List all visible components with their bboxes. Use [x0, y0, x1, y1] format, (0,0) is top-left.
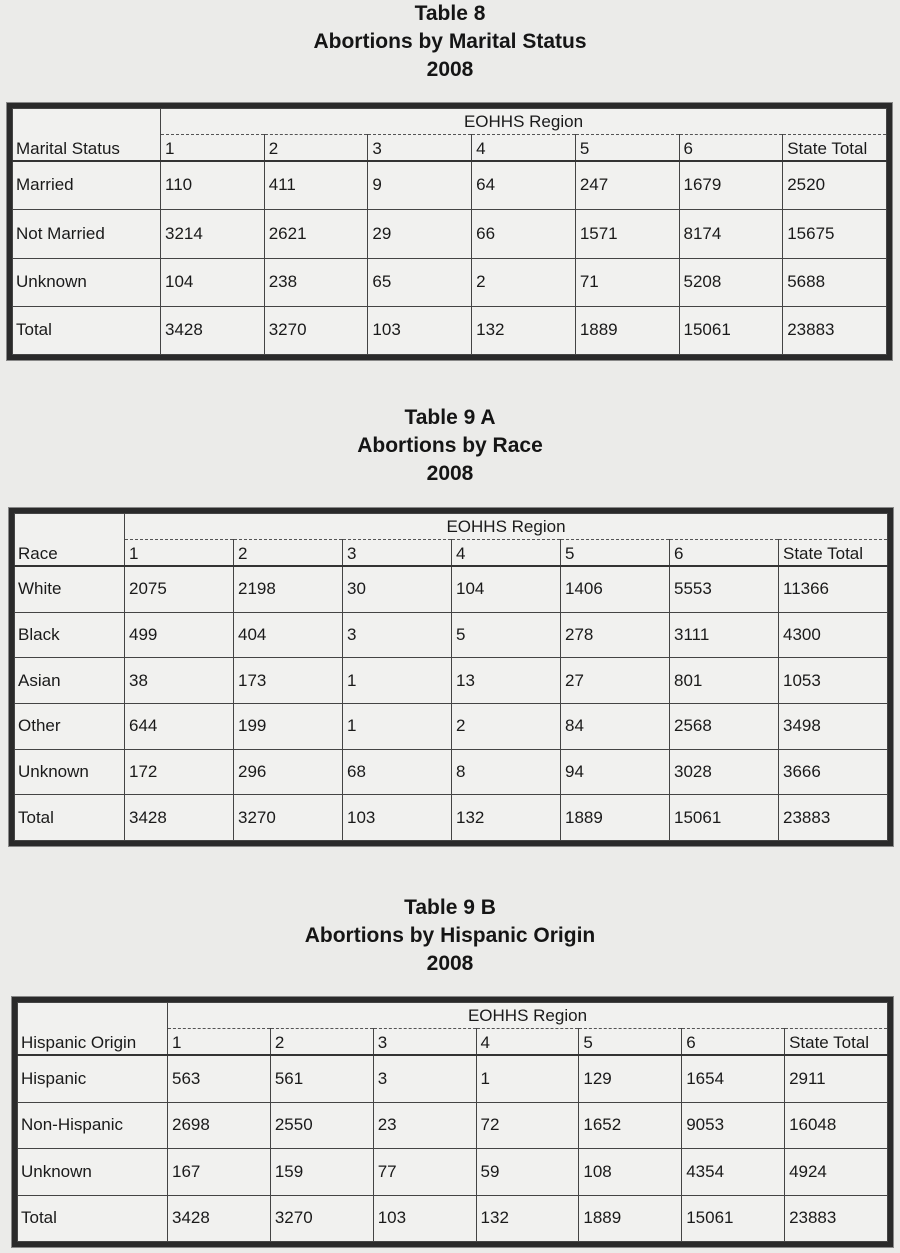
row-label: Total — [13, 306, 161, 354]
table-cell: 1406 — [561, 566, 670, 613]
table-cell: 59 — [476, 1149, 579, 1195]
row-header: Marital Status — [13, 135, 161, 161]
table-cell: 23883 — [783, 306, 887, 354]
table-cell: 1889 — [561, 795, 670, 841]
column-header: 5 — [579, 1029, 682, 1055]
table-cell: 8 — [452, 749, 561, 795]
table-cell: 1 — [343, 704, 452, 750]
table-cell: 644 — [125, 704, 234, 750]
table-cell: 2698 — [168, 1102, 271, 1148]
table-cell: 4300 — [779, 612, 888, 658]
table-cell: 247 — [575, 161, 679, 210]
row-label: Unknown — [13, 258, 161, 306]
row-label: Hispanic — [18, 1055, 168, 1103]
table-cell: 238 — [264, 258, 368, 306]
table-cell: 15061 — [679, 306, 783, 354]
data-table — [17, 1002, 888, 1242]
table-row — [13, 306, 887, 354]
table-cell: 2 — [452, 704, 561, 750]
column-header: 3 — [343, 540, 452, 566]
table-cell: 108 — [579, 1149, 682, 1195]
table-row — [15, 612, 888, 658]
table-cell: 104 — [452, 566, 561, 613]
row-label: Black — [15, 612, 125, 658]
table-cell: 103 — [343, 795, 452, 841]
table-row — [13, 210, 887, 258]
row-label: Total — [15, 795, 125, 841]
table-cell: 2520 — [783, 161, 887, 210]
table-cell: 2568 — [670, 704, 779, 750]
table-cell: 9053 — [682, 1102, 785, 1148]
table-cell: 72 — [476, 1102, 579, 1148]
table-cell: 5688 — [783, 258, 887, 306]
table9a-title: Table 9 A — [404, 406, 496, 429]
table-cell: 27 — [561, 658, 670, 704]
table-cell: 3428 — [125, 795, 234, 841]
table-cell: 11366 — [779, 566, 888, 613]
table-cell: 9 — [368, 161, 472, 210]
column-header: State Total — [783, 135, 887, 161]
table-cell: 30 — [343, 566, 452, 613]
table-cell: 23883 — [779, 795, 888, 841]
column-header: 3 — [368, 135, 472, 161]
table-cell: 2621 — [264, 210, 368, 258]
table-cell: 5553 — [670, 566, 779, 613]
table9b-heading — [0, 894, 900, 978]
table-cell: 104 — [161, 258, 265, 306]
column-header: 6 — [682, 1029, 785, 1055]
table-cell: 103 — [373, 1195, 476, 1241]
region-header: EOHHS Region — [161, 109, 887, 135]
column-header: 4 — [472, 135, 576, 161]
row-label: Non-Hispanic — [18, 1102, 168, 1148]
table9b-title: Table 9 B — [404, 896, 496, 919]
column-header: 1 — [168, 1029, 271, 1055]
table-cell: 15061 — [670, 795, 779, 841]
region-header: EOHHS Region — [168, 1003, 888, 1029]
header-corner — [13, 109, 161, 135]
table9a-subtitle: Abortions by Race — [357, 434, 543, 457]
table-cell: 1 — [476, 1055, 579, 1103]
table9a-heading — [0, 404, 900, 488]
row-label: Unknown — [18, 1149, 168, 1195]
table-cell: 173 — [234, 658, 343, 704]
table-cell: 4354 — [682, 1149, 785, 1195]
column-header: 4 — [452, 540, 561, 566]
table-cell: 110 — [161, 161, 265, 210]
column-header: 2 — [264, 135, 368, 161]
table-cell: 1652 — [579, 1102, 682, 1148]
table-cell: 65 — [368, 258, 472, 306]
table-cell: 5208 — [679, 258, 783, 306]
table-cell: 15061 — [682, 1195, 785, 1241]
table-cell: 199 — [234, 704, 343, 750]
table-cell: 1889 — [579, 1195, 682, 1241]
table-cell: 2911 — [785, 1055, 888, 1103]
table-cell: 64 — [472, 161, 576, 210]
table-cell: 561 — [270, 1055, 373, 1103]
table-cell: 3428 — [161, 306, 265, 354]
table-cell: 132 — [476, 1195, 579, 1241]
table-cell: 2198 — [234, 566, 343, 613]
table-cell: 167 — [168, 1149, 271, 1195]
column-header: 3 — [373, 1029, 476, 1055]
table8-title: Table 8 — [414, 2, 486, 25]
table-cell: 71 — [575, 258, 679, 306]
row-label: Not Married — [13, 210, 161, 258]
row-label: Total — [18, 1195, 168, 1241]
column-header: 2 — [234, 540, 343, 566]
table-cell: 1889 — [575, 306, 679, 354]
header-corner — [15, 514, 125, 540]
table-cell: 801 — [670, 658, 779, 704]
column-header: 1 — [161, 135, 265, 161]
column-header: 4 — [476, 1029, 579, 1055]
data-table — [12, 108, 887, 355]
table-cell: 2075 — [125, 566, 234, 613]
table-row — [18, 1195, 888, 1241]
table-row — [15, 795, 888, 841]
table-cell: 94 — [561, 749, 670, 795]
table-row — [18, 1055, 888, 1103]
table-cell: 2 — [472, 258, 576, 306]
table-cell: 29 — [368, 210, 472, 258]
table-cell: 8174 — [679, 210, 783, 258]
table9b-year: 2008 — [426, 952, 474, 975]
table8-frame — [7, 103, 892, 360]
table-cell: 66 — [472, 210, 576, 258]
table-row — [15, 566, 888, 613]
row-label: Asian — [15, 658, 125, 704]
table-cell: 3270 — [270, 1195, 373, 1241]
table-cell: 5 — [452, 612, 561, 658]
table-cell: 23 — [373, 1102, 476, 1148]
table9a-year: 2008 — [426, 462, 474, 485]
table-row — [15, 749, 888, 795]
region-header: EOHHS Region — [125, 514, 888, 540]
table8-heading — [0, 0, 900, 84]
table-row — [15, 704, 888, 750]
table-cell: 68 — [343, 749, 452, 795]
table9b-subtitle: Abortions by Hispanic Origin — [304, 924, 596, 947]
table-cell: 77 — [373, 1149, 476, 1195]
table-cell: 38 — [125, 658, 234, 704]
table-cell: 103 — [368, 306, 472, 354]
table-cell: 499 — [125, 612, 234, 658]
row-header: Hispanic Origin — [18, 1029, 168, 1055]
table-cell: 1654 — [682, 1055, 785, 1103]
table9a-frame — [9, 508, 893, 846]
table-row — [13, 161, 887, 210]
table-cell: 13 — [452, 658, 561, 704]
table-cell: 16048 — [785, 1102, 888, 1148]
table-row — [13, 258, 887, 306]
table-cell: 2550 — [270, 1102, 373, 1148]
row-label: White — [15, 566, 125, 613]
row-label: Married — [13, 161, 161, 210]
table-row — [18, 1102, 888, 1148]
table-cell: 1053 — [779, 658, 888, 704]
row-label: Other — [15, 704, 125, 750]
table-cell: 3111 — [670, 612, 779, 658]
table-cell: 278 — [561, 612, 670, 658]
column-header: State Total — [785, 1029, 888, 1055]
data-table — [14, 513, 888, 841]
table-cell: 1 — [343, 658, 452, 704]
table-cell: 3214 — [161, 210, 265, 258]
column-header: State Total — [779, 540, 888, 566]
table-cell: 3028 — [670, 749, 779, 795]
column-header: 2 — [270, 1029, 373, 1055]
table-cell: 4924 — [785, 1149, 888, 1195]
row-header: Race — [15, 540, 125, 566]
table-cell: 3498 — [779, 704, 888, 750]
table8-subtitle: Abortions by Marital Status — [313, 30, 587, 53]
table-row — [18, 1149, 888, 1195]
table-cell: 172 — [125, 749, 234, 795]
table8-year: 2008 — [426, 58, 474, 81]
table-cell: 3 — [343, 612, 452, 658]
table-cell: 15675 — [783, 210, 887, 258]
table-cell: 296 — [234, 749, 343, 795]
table-cell: 84 — [561, 704, 670, 750]
table-cell: 23883 — [785, 1195, 888, 1241]
table-cell: 3 — [373, 1055, 476, 1103]
table-cell: 1571 — [575, 210, 679, 258]
column-header: 1 — [125, 540, 234, 566]
table-cell: 3270 — [234, 795, 343, 841]
table-cell: 3428 — [168, 1195, 271, 1241]
table-cell: 132 — [472, 306, 576, 354]
table-cell: 3270 — [264, 306, 368, 354]
table-cell: 129 — [579, 1055, 682, 1103]
table-cell: 1679 — [679, 161, 783, 210]
header-corner — [18, 1003, 168, 1029]
table-cell: 159 — [270, 1149, 373, 1195]
table-cell: 411 — [264, 161, 368, 210]
table-row — [15, 658, 888, 704]
row-label: Unknown — [15, 749, 125, 795]
column-header: 5 — [561, 540, 670, 566]
table-cell: 563 — [168, 1055, 271, 1103]
table-cell: 404 — [234, 612, 343, 658]
column-header: 5 — [575, 135, 679, 161]
column-header: 6 — [670, 540, 779, 566]
table-cell: 132 — [452, 795, 561, 841]
table-cell: 3666 — [779, 749, 888, 795]
table9b-frame — [12, 997, 893, 1247]
column-header: 6 — [679, 135, 783, 161]
